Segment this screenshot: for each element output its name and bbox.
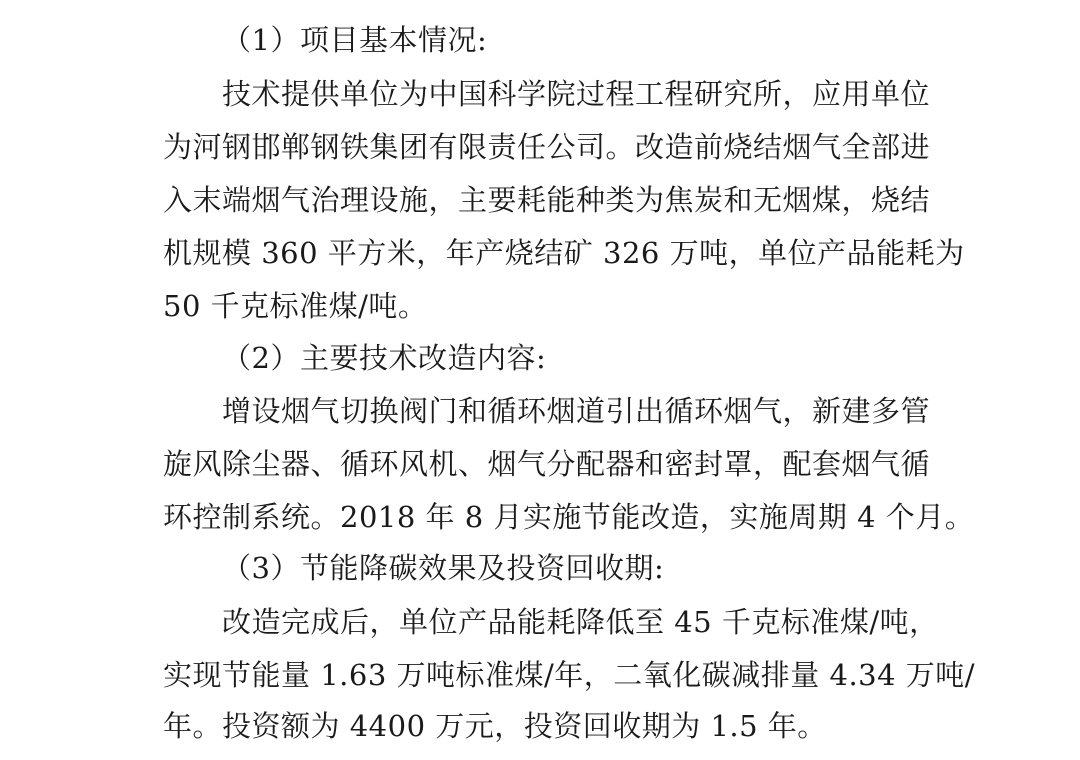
paragraph-line: 为河钢邯郸钢铁集团有限责任公司。改造前烧结烟气全部进 [163,130,931,164]
paragraph-line: 机规模 360 平方米，年产烧结矿 326 万吨，单位产品能耗为 [163,236,965,270]
paragraph-line: 增设烟气切换阀门和循环烟道引出循环烟气，新建多管 [222,394,931,428]
section-2-heading: （2）主要技术改造内容: [222,341,547,375]
paragraph-line: 50 千克标准煤/吨。 [163,289,428,323]
paragraph-line: 环控制系统。2018 年 8 月实施节能改造，实施周期 4 个月。 [163,500,975,534]
section-3-heading: （3）节能降碳效果及投资回收期: [222,551,665,585]
section-1-heading: （1）项目基本情况: [222,23,488,57]
paragraph-line: 改造完成后，单位产品能耗降低至 45 千克标准煤/吨， [222,605,939,639]
paragraph-line: 旋风除尘器、循环风机、烟气分配器和密封罩，配套烟气循 [163,447,931,481]
paragraph-line: 实现节能量 1.63 万吨标准煤/年，二氧化碳减排量 4.34 万吨/ [163,658,976,692]
paragraph-line: 技术提供单位为中国科学院过程工程研究所，应用单位 [222,77,931,111]
paragraph-line: 年。投资额为 4400 万元，投资回收期为 1.5 年。 [163,709,827,743]
paragraph-line: 入末端烟气治理设施，主要耗能种类为焦炭和无烟煤，烧结 [163,183,931,217]
